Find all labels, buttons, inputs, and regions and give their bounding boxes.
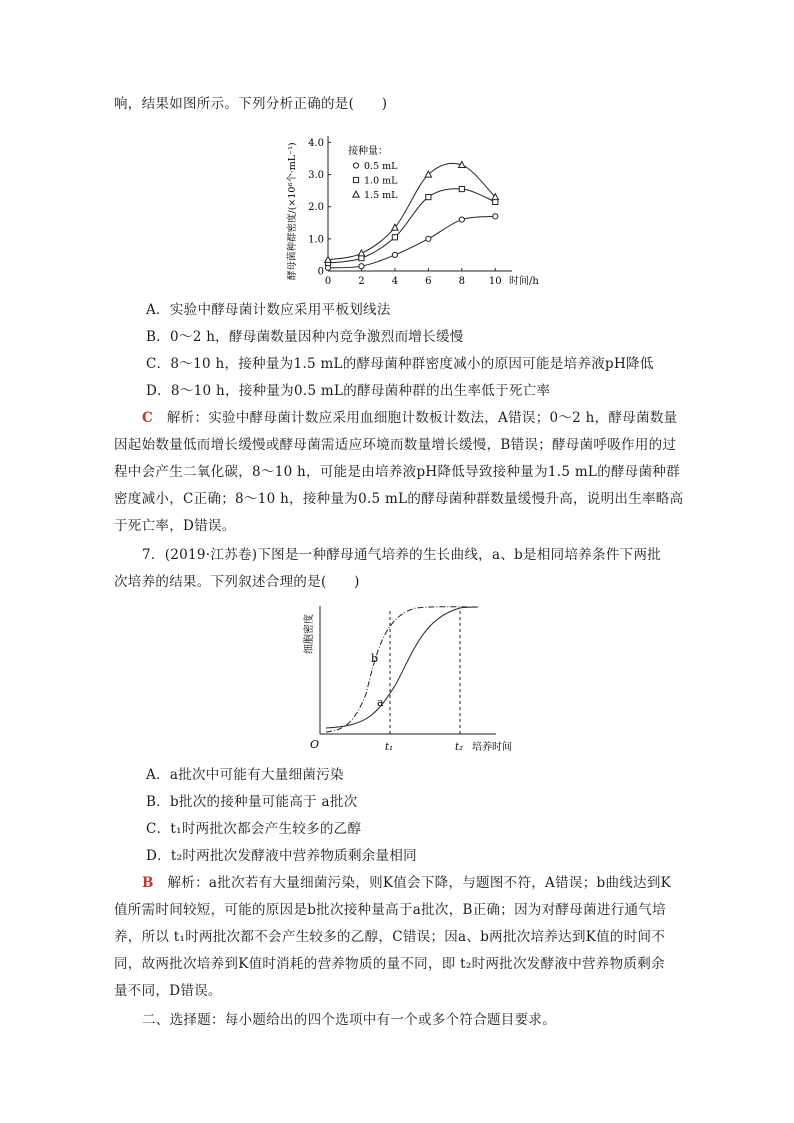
data-point-circle (426, 236, 431, 241)
t1-label: t₁ (385, 742, 394, 753)
q6-option-c: C．8～10 h，接种量为1.5 mL的酵母菌种群密度减小的原因可能是培养液pH降低 (146, 356, 654, 372)
origin-label: O (310, 738, 320, 751)
y-tick-label: 1.0 (308, 234, 324, 246)
y-tick-label: 3.0 (308, 170, 324, 182)
legend-entry: 1.0 mL (364, 175, 398, 187)
data-point-circle (392, 252, 397, 257)
curve-a (326, 607, 478, 728)
q6-option-a: A．实验中酵母菌计数应采用平板划线法 (146, 302, 391, 318)
data-point-triangle (358, 250, 364, 256)
question-7-stem-line-2: 次培养的结果。下列叙述合理的是( ) (114, 574, 360, 590)
q7-option-b: B．b批次的接种量可能高于 a批次 (146, 794, 358, 810)
growth-curve-chart (296, 598, 536, 760)
data-point-square (426, 194, 431, 199)
q7-answer-letter: B (142, 875, 154, 891)
data-point-circle (493, 214, 498, 219)
curve-b (326, 607, 478, 732)
data-point-triangle (353, 191, 359, 197)
curve-b-label: b (371, 652, 379, 665)
x-axis-label: 培养时间 (472, 742, 512, 753)
q6-option-b: B．0～2 h，酵母菌数量因种内竞争激烈而增长缓慢 (146, 329, 464, 345)
q7-option-c: C．t₁时两批次都会产生较多的乙醇 (146, 821, 362, 837)
x-tick-label: 0 (324, 276, 332, 287)
q7-explanation-line-4: 同，故两批次培养到K值时消耗的营养物质的量不同，即 t₂时两批次发酵液中营养物质剩余 (114, 956, 665, 972)
q7-explanation-line-2: 值所需时间较短，可能的原因是b批次接种量高于a批次，B正确；因为对酵母菌进行通气培 (114, 902, 666, 918)
q6-explanation-line-4: 密度减小，C正确；8～10 h，接种量为0.5 mL的酵母菌种群数量缓慢升高，说明出生率略高 (114, 491, 684, 507)
y-tick-label: 2.0 (308, 202, 324, 214)
curve-a-label: a (377, 696, 384, 709)
q7-explanation-line-5: 量不同，D错误。 (114, 983, 222, 999)
q7-explanation-line-1: B 解析：a批次若有大量细菌污染，则K值会下降，与题图不符，A错误；b曲线达到K (142, 875, 672, 891)
y-axis-label: 细胞密度 (304, 614, 315, 654)
q6-explanation-line-5: 于死亡率，D错误。 (114, 518, 236, 534)
q7-option-a: A．a批次中可能有大量细菌污染 (146, 767, 344, 783)
q6-explanation-line-2: 因起始数量低而增长缓慢或酵母菌需适应环境而数量增长缓慢，B错误；酵母菌呼吸作用的过 (114, 437, 677, 453)
data-point-square (459, 186, 464, 191)
y-tick-label: 4.0 (308, 137, 324, 149)
q6-explanation-line-1: C 解析：实验中酵母菌计数应采用血细胞计数板计数法，A错误；0～2 h，酵母菌数量 (142, 410, 678, 426)
x-tick-label: 10 (488, 276, 502, 287)
q6-answer-letter: C (142, 410, 154, 426)
x-tick-label: 2 (358, 276, 365, 287)
y-axis-label: 酵母菌种群密度/(×10⁶个·mL⁻¹) (287, 142, 298, 280)
data-point-square (392, 235, 397, 240)
data-point-circle (359, 264, 364, 269)
question-6-stem: 响，结果如图所示。下列分析正确的是( ) (114, 96, 388, 112)
t2-label: t₂ (455, 742, 464, 753)
data-point-circle (459, 217, 464, 222)
x-axis-label: 时间/h (509, 276, 539, 287)
q7-explanation-line-3: 养，所以 t₁时两批次都不会产生较多的乙醇，C错误；因a、b两批次培养达到K值的时间不 (114, 929, 666, 945)
data-point-circle (353, 163, 358, 168)
q6-option-d: D．8～10 h，接种量为0.5 mL的酵母菌种群的出生率低于死亡率 (146, 383, 551, 399)
legend-entry: 1.5 mL (364, 190, 398, 201)
yeast-density-chart (282, 130, 558, 290)
section-2-heading: 二、选择题：每小题给出的四个选项中有一个或多个符合题目要求。 (142, 1012, 556, 1028)
y-tick-label: 0 (317, 266, 324, 278)
data-point-square (353, 177, 358, 182)
x-tick-label: 6 (425, 276, 432, 287)
legend-entry: 0.5 mL (364, 161, 398, 172)
q6-explanation-line-3: 程中会产生二氧化碳，8～10 h，可能是由培养液pH降低导致接种量为1.5 mL的酵母菌种群 (114, 464, 680, 480)
q7-option-d: D．t₂时两批次发酵液中营养物质剩余量相同 (146, 848, 417, 864)
x-tick-label: 8 (458, 276, 466, 287)
legend-title: 接种量： (348, 146, 388, 157)
question-7-stem-line-1: 7．(2019·江苏卷)下图是一种酵母通气培养的生长曲线，a、b是相同培养条件下两批 (142, 547, 662, 563)
x-tick-label: 4 (391, 276, 399, 287)
